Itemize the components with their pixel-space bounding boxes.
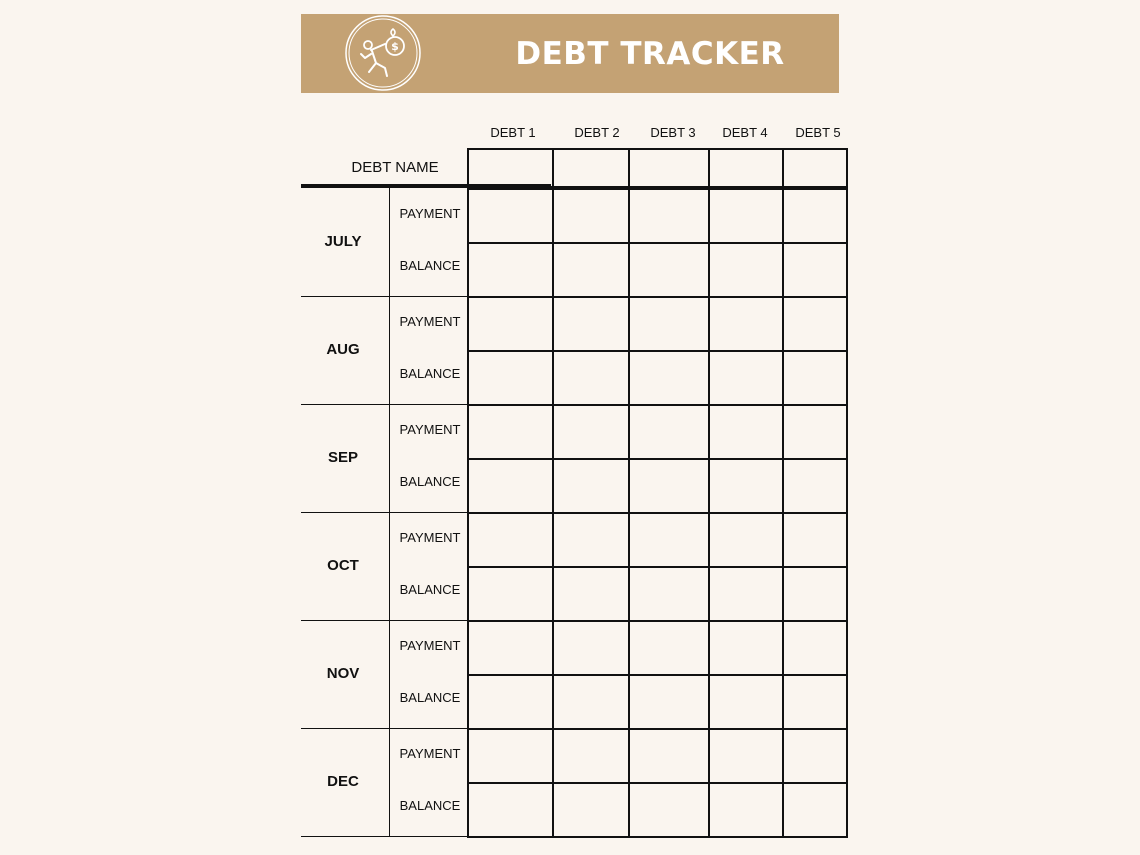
column-header-debt-5: DEBT 5 — [795, 125, 841, 140]
entry-cell-aug-payment-1[interactable] — [467, 296, 554, 352]
entry-cell-nov-balance-2[interactable] — [552, 674, 630, 730]
entry-cell-dec-balance-1[interactable] — [467, 782, 554, 838]
entry-cell-aug-balance-1[interactable] — [467, 350, 554, 406]
person-carrying-money-bag-icon — [341, 14, 425, 93]
entry-cell-sep-balance-5[interactable] — [782, 458, 848, 514]
column-header-debt-3: DEBT 3 — [650, 125, 696, 140]
entry-cell-nov-payment-5[interactable] — [782, 620, 848, 676]
month-divider — [301, 728, 467, 729]
entry-cell-oct-payment-5[interactable] — [782, 512, 848, 568]
entry-cell-july-balance-2[interactable] — [552, 242, 630, 298]
column-header-debt-1: DEBT 1 — [490, 125, 536, 140]
row-label-balance: BALANCE — [399, 582, 461, 597]
debt-name-cell-1[interactable] — [467, 148, 554, 188]
row-label-payment: PAYMENT — [399, 206, 461, 221]
entry-cell-nov-payment-1[interactable] — [467, 620, 554, 676]
entry-cell-nov-balance-4[interactable] — [708, 674, 784, 730]
debt-name-cell-5[interactable] — [782, 148, 848, 188]
entry-cell-sep-payment-3[interactable] — [628, 404, 710, 460]
entry-cell-aug-payment-5[interactable] — [782, 296, 848, 352]
row-label-balance: BALANCE — [399, 366, 461, 381]
row-label-balance: BALANCE — [399, 690, 461, 705]
entry-cell-july-payment-4[interactable] — [708, 188, 784, 244]
entry-cell-dec-balance-3[interactable] — [628, 782, 710, 838]
entry-cell-sep-balance-4[interactable] — [708, 458, 784, 514]
entry-cell-july-payment-2[interactable] — [552, 188, 630, 244]
month-divider — [301, 836, 467, 837]
row-label-balance: BALANCE — [399, 258, 461, 273]
entry-cell-nov-payment-4[interactable] — [708, 620, 784, 676]
column-header-debt-4: DEBT 4 — [722, 125, 768, 140]
row-label-payment: PAYMENT — [399, 422, 461, 437]
month-divider — [301, 620, 467, 621]
entry-cell-sep-balance-1[interactable] — [467, 458, 554, 514]
row-label-balance: BALANCE — [399, 474, 461, 489]
entry-cell-sep-balance-3[interactable] — [628, 458, 710, 514]
row-label-balance: BALANCE — [399, 798, 461, 813]
month-divider — [301, 404, 467, 405]
svg-text:$: $ — [391, 40, 399, 53]
entry-cell-july-payment-5[interactable] — [782, 188, 848, 244]
entry-cell-aug-balance-4[interactable] — [708, 350, 784, 406]
entry-cell-dec-balance-5[interactable] — [782, 782, 848, 838]
entry-cell-dec-balance-2[interactable] — [552, 782, 630, 838]
entry-cell-sep-payment-4[interactable] — [708, 404, 784, 460]
entry-cell-oct-balance-2[interactable] — [552, 566, 630, 622]
entry-cell-oct-balance-1[interactable] — [467, 566, 554, 622]
entry-cell-dec-payment-3[interactable] — [628, 728, 710, 784]
entry-cell-oct-payment-2[interactable] — [552, 512, 630, 568]
debt-name-cell-2[interactable] — [552, 148, 630, 188]
entry-cell-july-payment-3[interactable] — [628, 188, 710, 244]
debt-name-cell-4[interactable] — [708, 148, 784, 188]
row-label-payment: PAYMENT — [399, 638, 461, 653]
entry-cell-dec-payment-1[interactable] — [467, 728, 554, 784]
month-label-aug: AUG — [326, 341, 360, 358]
entry-cell-oct-balance-4[interactable] — [708, 566, 784, 622]
entry-cell-oct-payment-1[interactable] — [467, 512, 554, 568]
debt-name-label: DEBT NAME — [351, 159, 439, 176]
entry-cell-dec-payment-4[interactable] — [708, 728, 784, 784]
entry-cell-july-balance-5[interactable] — [782, 242, 848, 298]
row-label-payment: PAYMENT — [399, 530, 461, 545]
label-column-divider — [389, 188, 390, 836]
entry-cell-nov-payment-2[interactable] — [552, 620, 630, 676]
entry-cell-july-balance-1[interactable] — [467, 242, 554, 298]
entry-cell-oct-balance-3[interactable] — [628, 566, 710, 622]
row-label-payment: PAYMENT — [399, 746, 461, 761]
entry-cell-sep-payment-2[interactable] — [552, 404, 630, 460]
page-title: DEBT TRACKER — [515, 35, 785, 72]
entry-cell-sep-balance-2[interactable] — [552, 458, 630, 514]
row-label-payment: PAYMENT — [399, 314, 461, 329]
column-header-debt-2: DEBT 2 — [574, 125, 620, 140]
entry-cell-nov-balance-3[interactable] — [628, 674, 710, 730]
entry-cell-nov-payment-3[interactable] — [628, 620, 710, 676]
entry-cell-july-balance-3[interactable] — [628, 242, 710, 298]
month-divider — [301, 512, 467, 513]
header-banner — [301, 14, 839, 93]
entry-cell-aug-balance-2[interactable] — [552, 350, 630, 406]
entry-cell-aug-payment-2[interactable] — [552, 296, 630, 352]
entry-cell-oct-balance-5[interactable] — [782, 566, 848, 622]
month-divider — [301, 296, 467, 297]
entry-cell-nov-balance-5[interactable] — [782, 674, 848, 730]
month-label-july: JULY — [324, 233, 362, 250]
entry-cell-nov-balance-1[interactable] — [467, 674, 554, 730]
entry-cell-aug-balance-3[interactable] — [628, 350, 710, 406]
entry-cell-oct-payment-3[interactable] — [628, 512, 710, 568]
month-label-sep: SEP — [327, 449, 358, 466]
entry-cell-dec-payment-5[interactable] — [782, 728, 848, 784]
entry-cell-aug-balance-5[interactable] — [782, 350, 848, 406]
entry-cell-dec-payment-2[interactable] — [552, 728, 630, 784]
entry-cell-july-balance-4[interactable] — [708, 242, 784, 298]
entry-cell-sep-payment-5[interactable] — [782, 404, 848, 460]
entry-cell-aug-payment-4[interactable] — [708, 296, 784, 352]
month-label-nov: NOV — [326, 665, 360, 682]
month-label-dec: DEC — [327, 773, 359, 790]
month-label-oct: OCT — [327, 557, 359, 574]
entry-cell-sep-payment-1[interactable] — [467, 404, 554, 460]
debt-name-cell-3[interactable] — [628, 148, 710, 188]
entry-cell-july-payment-1[interactable] — [467, 188, 554, 244]
entry-cell-aug-payment-3[interactable] — [628, 296, 710, 352]
entry-cell-oct-payment-4[interactable] — [708, 512, 784, 568]
entry-cell-dec-balance-4[interactable] — [708, 782, 784, 838]
